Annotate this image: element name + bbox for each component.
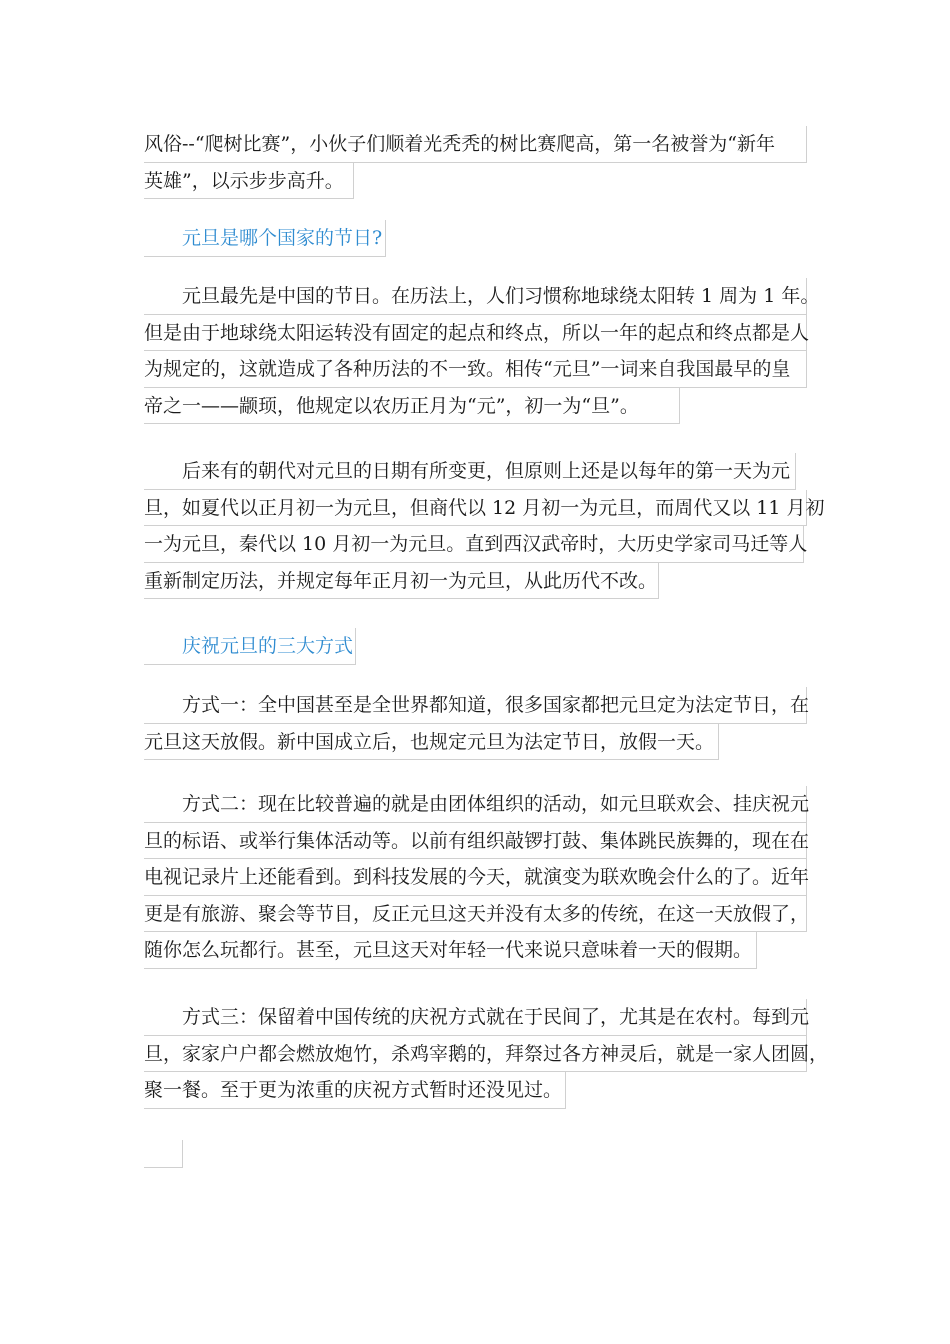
paragraph-way-two <box>144 786 810 969</box>
text-line: 聚一餐。至于更为浓重的庆祝方式暂时还没见过。 <box>144 1072 566 1109</box>
empty-paragraph-mark <box>144 1140 183 1168</box>
paragraph-festival-custom <box>144 126 807 199</box>
text-line: 旦，如夏代以正月初一为元旦，但商代以 12 月初一为元旦，而周代又以 11 月初 <box>144 490 807 527</box>
heading-text: 元旦是哪个国家的节日? <box>144 220 386 257</box>
text-line: 一为元旦，秦代以 10 月初一为元旦。直到西汉武帝时，大历史学家司马迁等人 <box>144 526 804 563</box>
text-line: 电视记录片上还能看到。到科技发展的今天，就演变为联欢晚会什么的了。近年 <box>144 859 807 896</box>
text-line: 随你怎么玩都行。甚至，元旦这天对年轻一代来说只意味着一天的假期。 <box>144 932 757 969</box>
paragraph-origin <box>144 278 820 424</box>
text-line: 方式二：现在比较普遍的就是由团体组织的活动，如元旦联欢会、挂庆祝元 <box>144 786 807 823</box>
paragraph-dynasties <box>144 453 825 599</box>
paragraph-way-three <box>144 999 829 1109</box>
text-line: 元旦最先是中国的节日。在历法上，人们习惯称地球绕太阳转 1 周为 1 年。 <box>144 278 807 315</box>
text-line: 风俗--“爬树比赛”，小伙子们顺着光秃秃的树比赛爬高，第一名被誉为“新年 <box>144 126 807 163</box>
text-line: 帝之一——颛顼，他规定以农历正月为“元”，初一为“旦”。 <box>144 388 680 425</box>
heading-text: 庆祝元旦的三大方式 <box>144 628 356 665</box>
text-line: 但是由于地球绕太阳运转没有固定的起点和终点，所以一年的起点和终点都是人 <box>144 315 807 352</box>
section-heading-three-ways <box>144 628 356 665</box>
text-line: 旦，家家户户都会燃放炮竹，杀鸡宰鹅的，拜祭过各方神灵后，就是一家人团圆， <box>144 1036 807 1073</box>
text-line: 重新制定历法，并规定每年正月初一为元旦，从此历代不改。 <box>144 563 659 600</box>
paragraph-way-one <box>144 687 810 760</box>
text-line: 更是有旅游、聚会等节目，反正元旦这天并没有太多的传统，在这一天放假了， <box>144 896 807 933</box>
section-heading-which-country <box>144 220 386 257</box>
text-line: 为规定的，这就造成了各种历法的不一致。相传“元旦”一词来自我国最早的皇 <box>144 351 807 388</box>
text-line: 元旦这天放假。新中国成立后，也规定元旦为法定节日，放假一天。 <box>144 724 719 761</box>
text-line: 方式三：保留着中国传统的庆祝方式就在于民间了，尤其是在农村。每到元 <box>144 999 807 1036</box>
text-line: 旦的标语、或举行集体活动等。以前有组织敲锣打鼓、集体跳民族舞的，现在在 <box>144 823 807 860</box>
text-line: 英雄”，以示步步高升。 <box>144 163 354 200</box>
text-line: 后来有的朝代对元旦的日期有所变更，但原则上还是以每年的第一天为元 <box>144 453 796 490</box>
text-line: 方式一：全中国甚至是全世界都知道，很多国家都把元旦定为法定节日，在 <box>144 687 807 724</box>
